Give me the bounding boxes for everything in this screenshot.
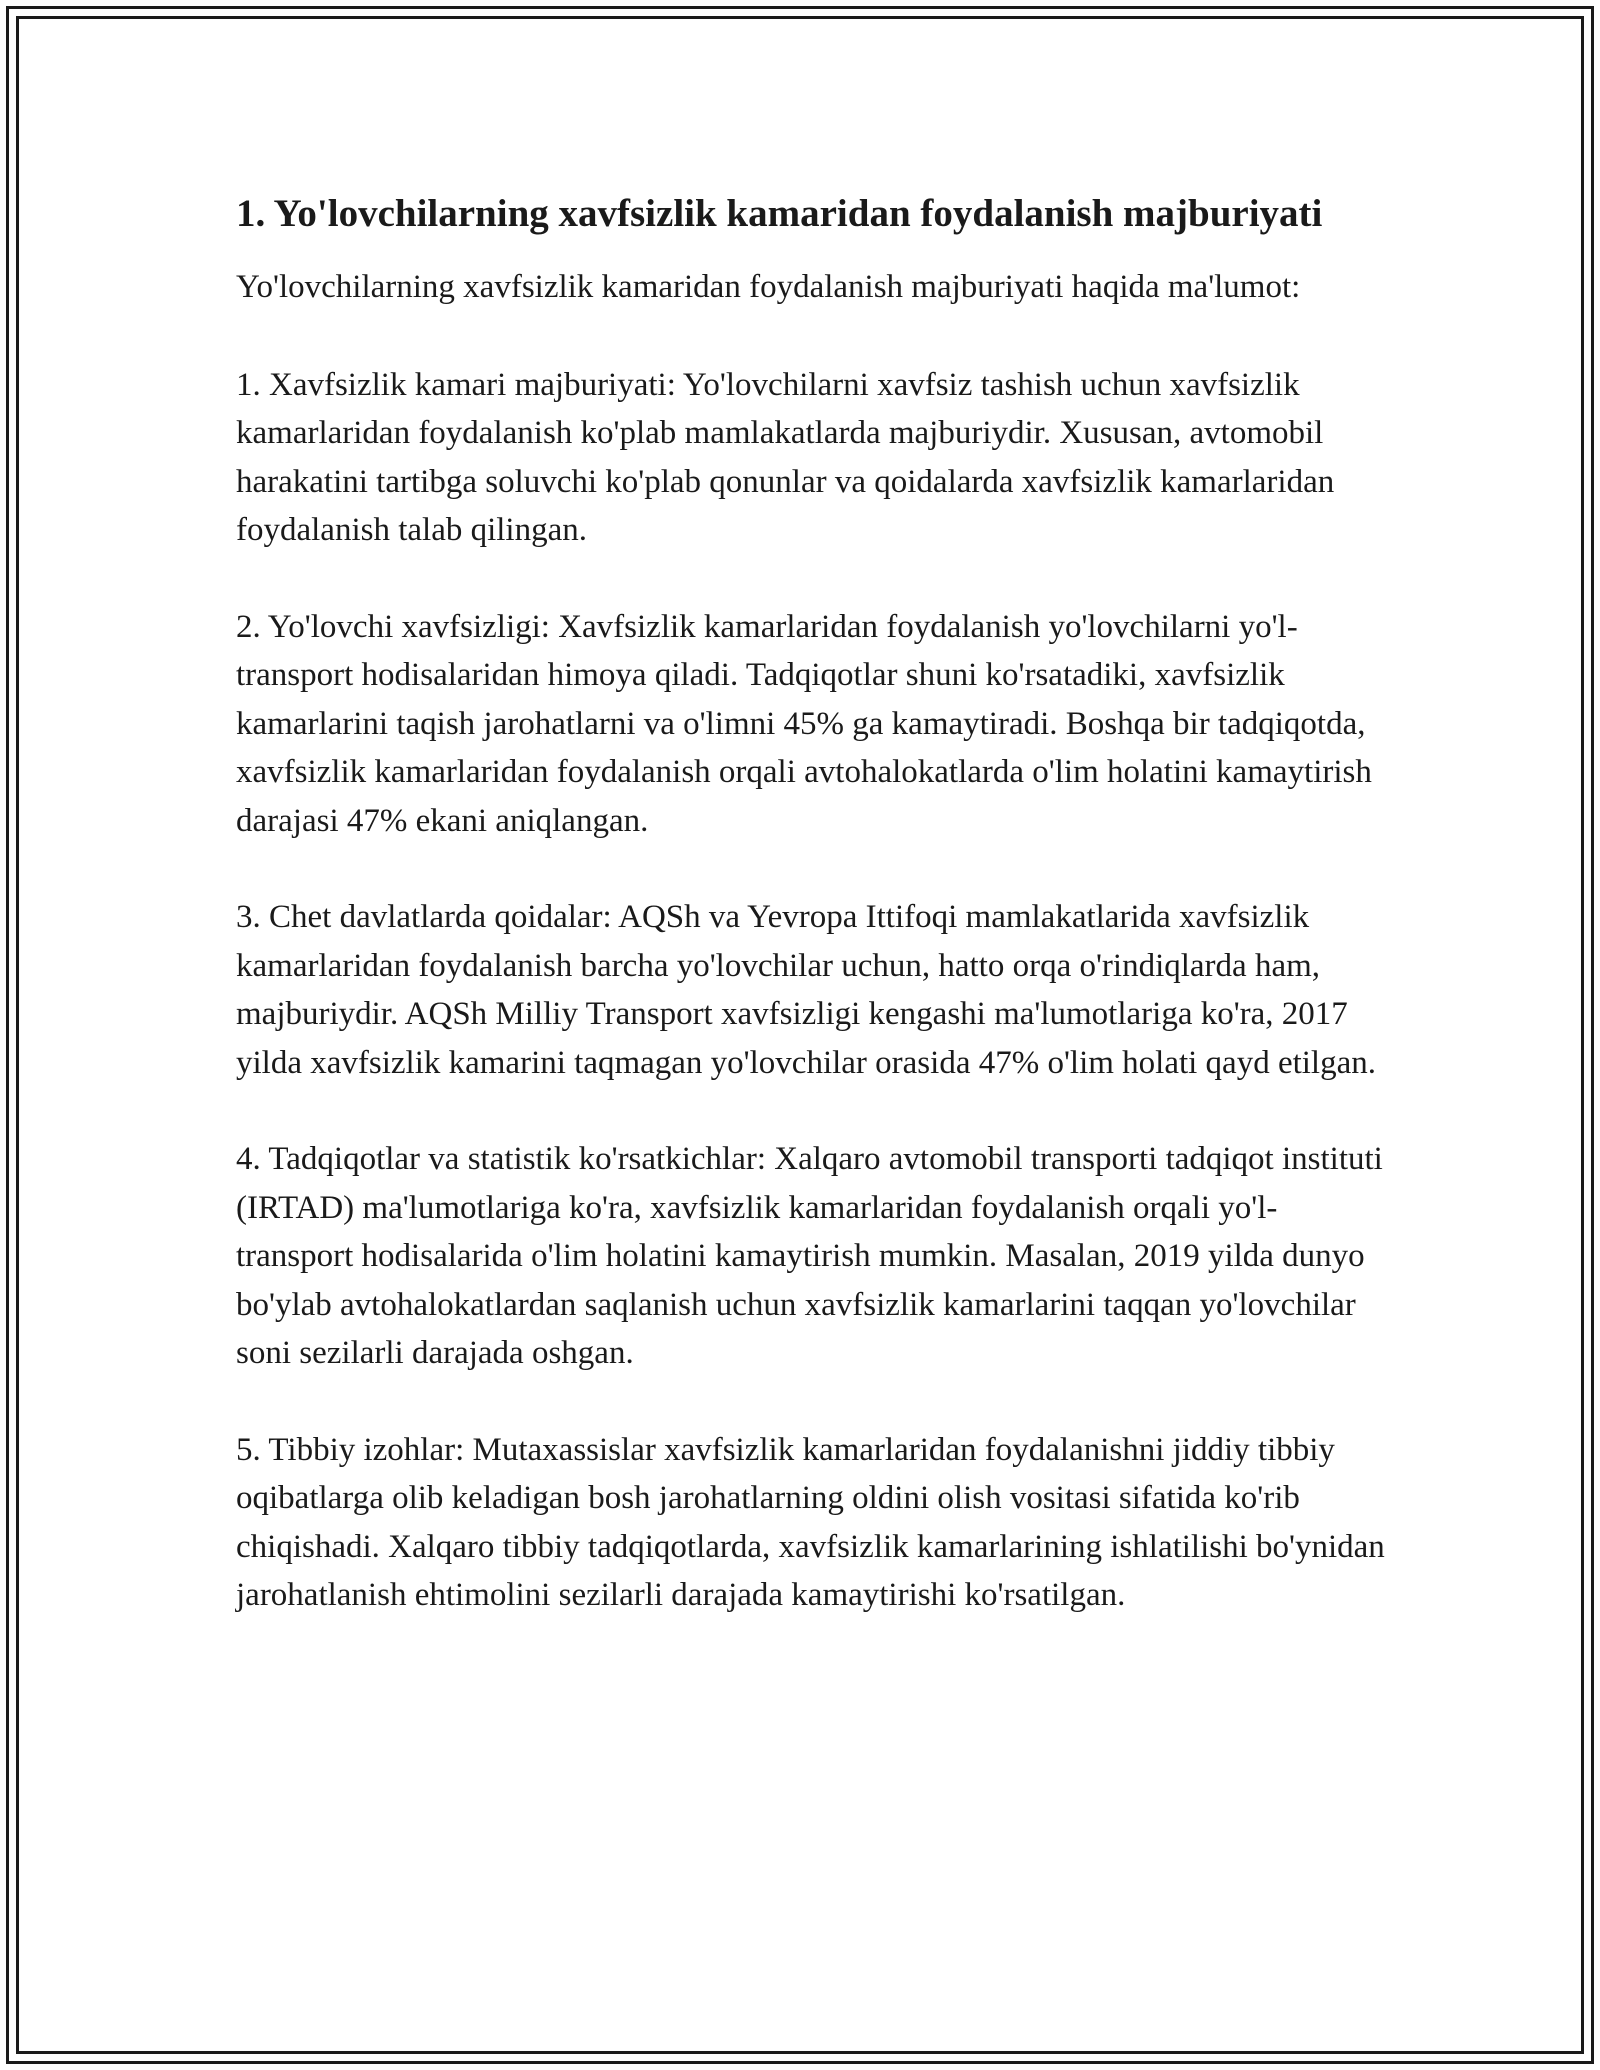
list-item: 1. Xavfsizlik kamari majburiyati: Yo'lovchilarni xavfsiz tashish uchun xavfsizlik kamarlaridan foydalanish ko'plab mamlakatlarda majburiydir. Xususan, avtomobil harakatini tartibga soluvchi ko'plab qonunlar va qoidalarda xavfsizlik kamarlaridan foydalanish talab qilingan. [236, 366, 1335, 548]
list-item: 5. Tibbiy izohlar: Mutaxassislar xavfsizlik kamarlaridan foydalanishni jiddiy tibbiy oqibatlarga olib keladigan bosh jarohatlarning oldini olish vositasi sifatida ko'rib chiqishadi. Xalqaro tibbiy tadqiqotlarda, xavfsizlik kamarlarining ishlatilishi bo'ynidan jarohatlanish ehtimolini sezilarli darajada kamaytirishi ko'rsatilgan. [236, 1431, 1385, 1613]
document-body [236, 186, 1386, 1668]
list-item: 2. Yo'lovchi xavfsizligi: Xavfsizlik kamarlaridan foydalanish yo'lovchilarni yo'l-transport hodisalaridan himoya qiladi. Tadqiqotlar shuni ko'rsatadiki, xavfsizlik kamarlarini taqish jarohatlarni va o'limni 45% ga kamaytiradi. Boshqa bir tadqiqotda, xavfsizlik kamarlaridan foydalanish orqali avtohalokatlarda o'lim holatini kamaytirish darajasi 47% ekani aniqlangan. [236, 608, 1372, 839]
list-item: 4. Tadqiqotlar va statistik ko'rsatkichlar: Xalqaro avtomobil transporti tadqiqot instituti (IRTAD) ma'lumotlariga ko'ra, xavfsizlik kamarlaridan foydalanish orqali yo'l-transport hodisalarida o'lim holatini kamaytirish mumkin. Masalan, 2019 yilda dunyo bo'ylab avtohalokatlardan saqlanish uchun xavfsizlik kamarlarini taqqan yo'lovchilar soni sezilarli darajada oshgan. [236, 1141, 1383, 1371]
list-item: 3. Chet davlatlarda qoidalar: AQSh va Yevropa Ittifoqi mamlakatlarida xavfsizlik kamarlaridan foydalanish barcha yo'lovchilar uchun, hatto orqa o'rindiqlarda ham, majburiydir. AQSh Milliy Transport xavfsizligi kengashi ma'lumotlariga ko'ra, 2017 yilda xavfsizlik kamarini taqmagan yo'lovchilar orasida 47% o'lim holati qayd etilgan. [236, 899, 1376, 1081]
document-title: 1. Yo'lovchilarning xavfsizlik kamaridan foydalanish majburiyati [236, 192, 1323, 235]
intro-paragraph: Yo'lovchilarning xavfsizlik kamaridan foydalanish majburiyati haqida ma'lumot: [236, 269, 1301, 305]
